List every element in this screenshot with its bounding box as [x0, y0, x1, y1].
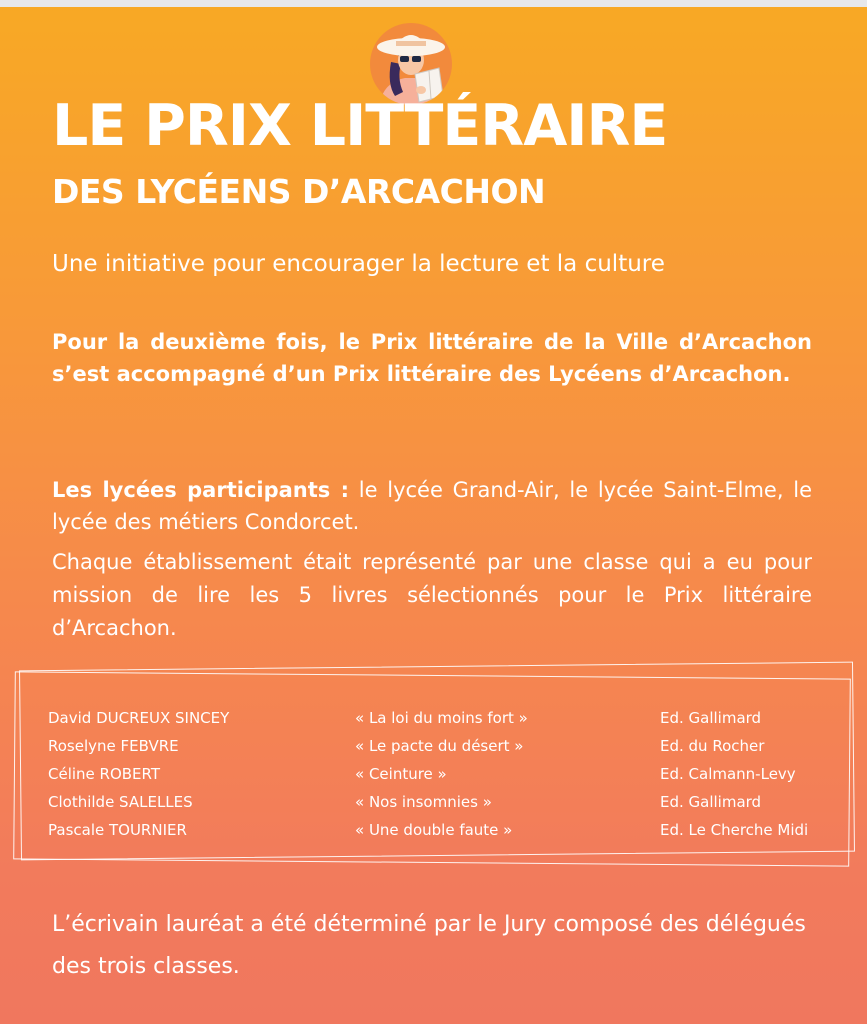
book-title: « Une double faute »	[355, 821, 513, 839]
book-publisher: Ed. Gallimard	[660, 793, 762, 811]
page-subtitle: DES LYCÉENS D’ARCACHON	[52, 172, 546, 211]
book-title: « Le pacte du désert »	[355, 737, 524, 755]
page-title: LE PRIX LITTÉRAIRE	[52, 93, 668, 159]
tagline: Une initiative pour encourager la lecture et la culture	[52, 251, 665, 277]
book-row	[0, 732, 867, 760]
participants-text: le lycée Grand-Air, le lycée Saint-Elme, le lycée des métiers Condorcet.	[52, 478, 812, 534]
book-author: Roselyne FEBVRE	[48, 737, 179, 755]
book-publisher: Ed. Le Cherche Midi	[660, 821, 809, 839]
intro-paragraph: Pour la deuxième fois, le Prix littéraire de la Ville d’Arcachon s’est accompagné d’un Prix littéraire des Lycéens d’Arcachon.	[52, 330, 812, 386]
book-publisher: Ed. Calmann-Levy	[660, 765, 796, 783]
book-row	[0, 760, 867, 788]
participants-paragraph	[52, 474, 812, 538]
participants-label: Les lycées participants :	[52, 478, 350, 502]
book-row	[0, 704, 867, 732]
book-row	[0, 816, 867, 844]
book-author: David DUCREUX SINCEY	[48, 709, 230, 727]
book-author: Céline ROBERT	[48, 765, 161, 783]
book-publisher: Ed. du Rocher	[660, 737, 765, 755]
book-list	[0, 704, 867, 844]
book-author: Pascale TOURNIER	[48, 821, 187, 839]
book-title: « Ceinture »	[355, 765, 447, 783]
book-author: Clothilde SALELLES	[48, 793, 193, 811]
book-row	[0, 788, 867, 816]
mission-paragraph: Chaque établissement était représenté par une classe qui a eu pour mission de lire les 5 livres sélectionnés pour le Prix littéraire d’Arcachon.	[52, 550, 812, 640]
book-publisher: Ed. Gallimard	[660, 709, 762, 727]
top-divider	[0, 0, 867, 7]
closing-paragraph: L’écrivain lauréat a été déterminé par le Jury composé des délégués des trois classes.	[52, 912, 806, 979]
book-title: « La loi du moins fort »	[355, 709, 528, 727]
book-title: « Nos insomnies »	[355, 793, 492, 811]
